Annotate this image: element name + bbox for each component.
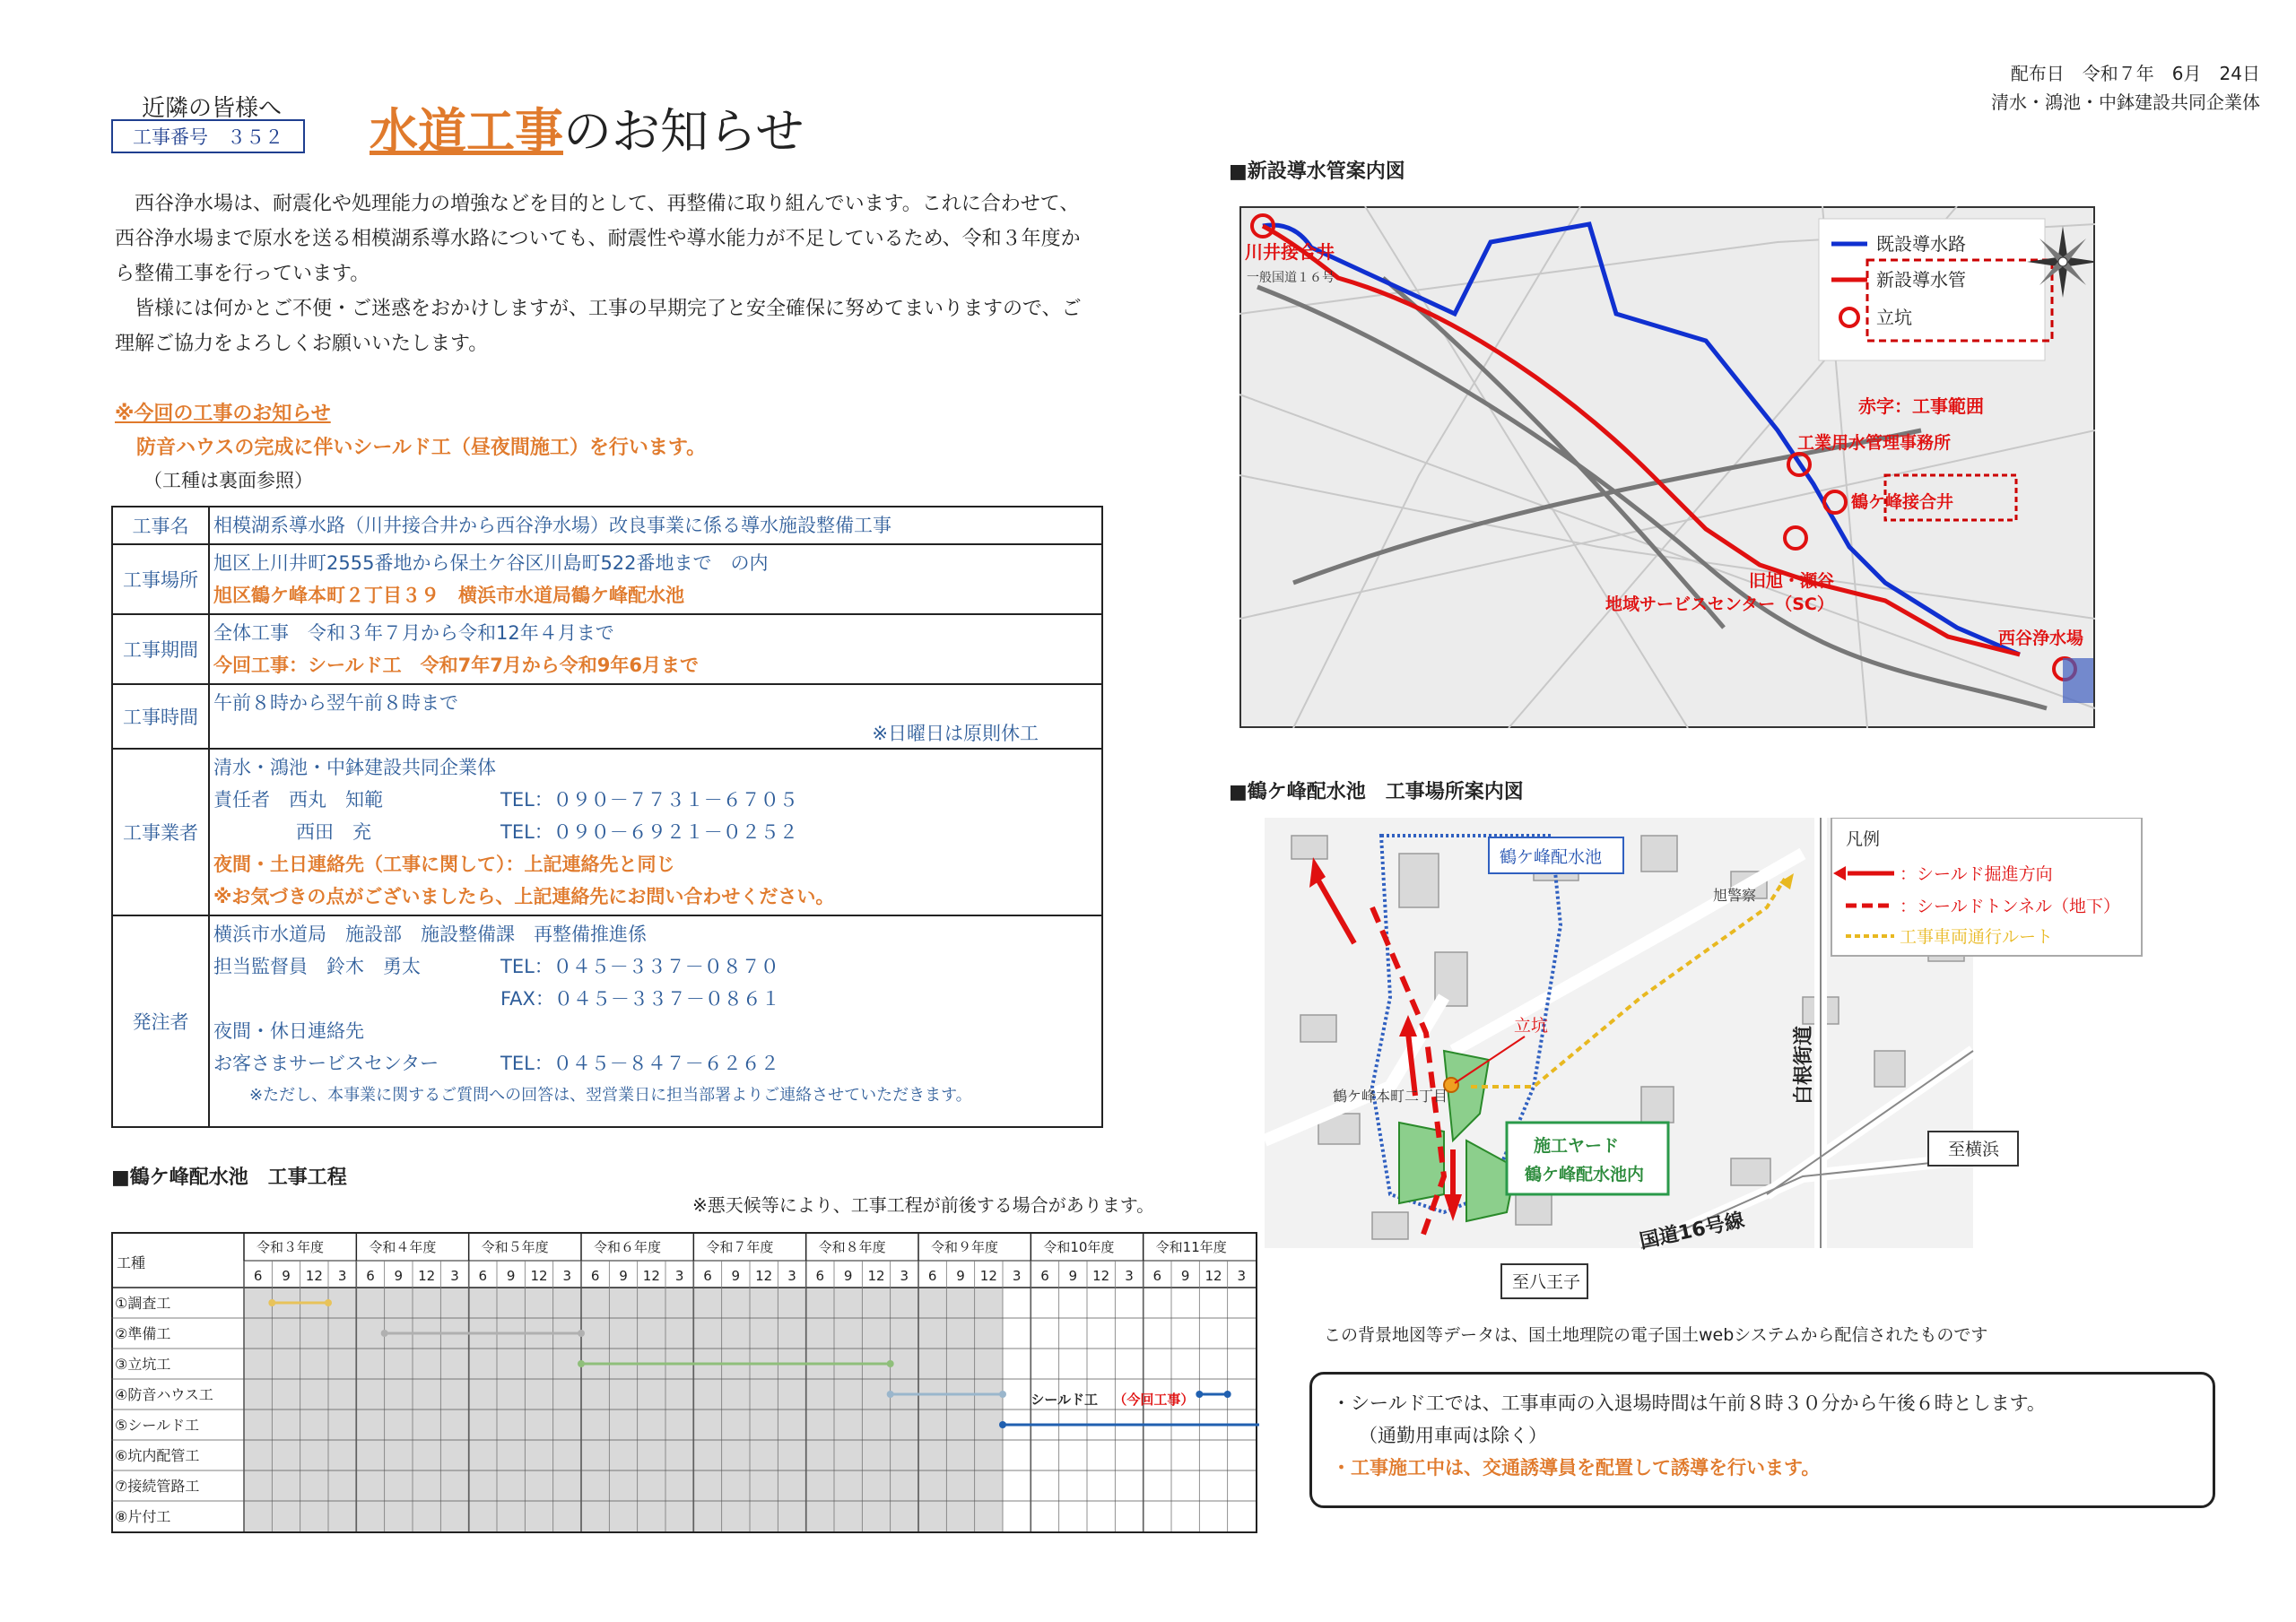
- legend-2: ：シールドトンネル（地下）: [1900, 897, 2121, 916]
- tel-4: TEL：０４５－８４７－６２６２: [500, 1053, 779, 1074]
- fax: FAX：０４５－３３７－０８６１: [500, 988, 780, 1010]
- row-label: ③立坑工: [115, 1356, 171, 1373]
- gantt-chart: [111, 1232, 1259, 1537]
- bar-end-point: [887, 1360, 894, 1367]
- notes-box: [1309, 1372, 2215, 1508]
- month-label: 9: [394, 1268, 404, 1284]
- night-contact: 夜間・土日連絡先（工事に関して）：上記連絡先と同じ: [213, 854, 675, 875]
- year-label: 令和９年度: [931, 1239, 999, 1255]
- supervisor: 担当監督員 鈴木 勇太: [213, 956, 421, 977]
- month-label: 6: [815, 1268, 825, 1284]
- label-kawai: 川井接合井: [1245, 241, 1335, 263]
- map-credit: この背景地図等データは、国土地理院の電子国土webシステムから配信されたものです: [1324, 1325, 1988, 1345]
- tel-1: TEL：０９０－７７３１－６７０５: [500, 789, 798, 811]
- label-shirane: 白根街道: [1793, 1025, 1815, 1105]
- intro-paragraph: 西谷浄水場は、耐震化や処理能力の増強などを目的として、再整備に取り組んでいます。これに合わせて、西谷浄水場まで原水を送る相模湖系導水路についても、耐震性や導水能力が不足しているため、令和３年度から整備工事を行っています。: [115, 193, 1081, 285]
- month-label: 9: [956, 1268, 965, 1284]
- month-label: 6: [590, 1268, 600, 1284]
- legend-title: 凡例: [1846, 829, 1881, 849]
- page-title: [370, 103, 804, 160]
- month-label: 9: [1068, 1268, 1078, 1284]
- label-period: 工事期間: [112, 614, 209, 684]
- legend-3: 工事車両通行ルート: [1900, 927, 2054, 947]
- bar-end-point: [325, 1299, 332, 1306]
- label-tsurugamine: 鶴ケ峰接合井: [1851, 492, 1954, 512]
- map1-heading: ■新設導水管案内図: [1229, 160, 1405, 183]
- year-label: 令和４年度: [369, 1239, 437, 1255]
- label-shaft: 立坑: [1514, 1016, 1549, 1036]
- bar-end-point: [578, 1330, 585, 1337]
- gantt-svg: [111, 1232, 1259, 1537]
- month-label: 9: [506, 1268, 516, 1284]
- label-office: 工業用水管理事務所: [1797, 433, 1952, 453]
- row-label: ⑧片付工: [115, 1508, 171, 1525]
- row-label: ⑤シールド工: [115, 1417, 200, 1434]
- notice-note: （工種は裏面参照）: [144, 470, 313, 491]
- row-label: ④防音ハウス工: [115, 1386, 213, 1403]
- intro-text: [115, 186, 1092, 361]
- work-number: 工事番号 ３５２: [111, 119, 305, 153]
- to-neighbors: 近隣の皆様へ: [142, 95, 283, 122]
- row-label: ①調査工: [115, 1295, 171, 1312]
- notice-body: 防音ハウスの完成に伴いシールド工（昼夜間施工）を行います。: [136, 437, 707, 459]
- orderer-dept: 横浜市水道局 施設部 施設整備課 再整備推進係: [213, 924, 647, 945]
- year-label: 令和５年度: [481, 1239, 549, 1255]
- month-label: 12: [867, 1268, 885, 1284]
- label-route16: 国道16号線: [1638, 1209, 1747, 1253]
- site-map: [1265, 818, 2144, 1302]
- night-holiday-contact: 夜間・休日連絡先: [213, 1020, 364, 1042]
- work-hours: 午前８時から翌午前８時まで: [213, 692, 458, 714]
- label-to-yokohama: 至横浜: [1948, 1140, 2000, 1159]
- month-label: 3: [562, 1268, 572, 1284]
- year-label: 令和８年度: [818, 1239, 886, 1255]
- shield-label: シールド工: [1031, 1392, 1099, 1408]
- service-center: お客さまサービスセンター: [213, 1053, 439, 1074]
- label-orderer: 発注者: [112, 915, 209, 1127]
- month-label: 3: [450, 1268, 459, 1284]
- period-line-1: 全体工事 令和３年７月から令和12年４月まで: [213, 622, 614, 644]
- bar-start-point: [381, 1330, 388, 1337]
- month-label: 12: [418, 1268, 436, 1284]
- month-label: 6: [253, 1268, 263, 1284]
- row-label: ⑥坑内配管工: [115, 1447, 200, 1464]
- hours-note: ※日曜日は原則休工: [872, 723, 1039, 744]
- month-label: 12: [1205, 1268, 1222, 1284]
- month-label: 12: [530, 1268, 548, 1284]
- publication-date: 配布日 令和７年 6月 24日: [2010, 63, 2260, 84]
- month-label: 3: [674, 1268, 684, 1284]
- company-name: 清水・鴻池・中鉢建設共同企業体: [213, 757, 496, 778]
- month-label: 9: [843, 1268, 853, 1284]
- note-2: （通勤用車両は除く）: [1359, 1425, 1547, 1446]
- period-line-2: 今回工事：シールド工 令和7年7月から令和9年6月まで: [213, 655, 700, 676]
- site-map-svg: [1265, 818, 2144, 1302]
- month-label: 6: [703, 1268, 712, 1284]
- year-label: 令和３年度: [257, 1239, 325, 1255]
- intro-paragraph: 皆様には何かとご不便・ご迷惑をおかけしますが、工事の早期完了と安全確保に努めてまいりますので、ご理解ご協力をよろしくお願いいたします。: [115, 298, 1082, 355]
- title-rest: のお知らせ: [563, 103, 804, 160]
- label-company: 工事業者: [112, 749, 209, 915]
- label-place: 工事場所: [112, 544, 209, 614]
- month-label: 3: [900, 1268, 909, 1284]
- month-label: 12: [755, 1268, 773, 1284]
- label-center-1: 旧旭・瀬谷: [1749, 571, 1835, 591]
- place-line-2: 旭区鶴ケ峰本町２丁目３９ 横浜市水道局鶴ケ峰配水池: [213, 585, 684, 606]
- gantt-col-label: 工種: [117, 1254, 146, 1271]
- year-label: 令和６年度: [594, 1239, 662, 1255]
- month-label: 9: [1180, 1268, 1190, 1284]
- year-label: 令和10年度: [1043, 1239, 1115, 1255]
- note-3: ・工事施工中は、交通誘導員を配置して誘導を行います。: [1332, 1457, 1821, 1479]
- responsible-1: 責任者 西丸 知範: [213, 789, 383, 811]
- month-label: 12: [642, 1268, 660, 1284]
- legend-new: 新設導水管: [1876, 269, 1966, 291]
- schedule-heading: ■鶴ケ峰配水池 工事工程: [111, 1167, 347, 1189]
- bar-start-point: [578, 1360, 585, 1367]
- label-town: 鶴ケ峰本町二丁目: [1333, 1088, 1448, 1105]
- notice-heading: ※今回の工事のお知らせ: [115, 403, 331, 425]
- month-label: 3: [1125, 1268, 1134, 1284]
- legend-shaft: 立坑: [1876, 307, 1912, 328]
- bar-start-point: [1196, 1391, 1203, 1398]
- label-hours: 工事時間: [112, 684, 209, 749]
- title-main: 水道工事: [370, 103, 563, 160]
- place-line-1: 旭区上川井町2555番地から保土ケ谷区川島町522番地まで の内: [213, 552, 769, 574]
- tel-3: TEL：０４５－３３７－０８７０: [500, 956, 779, 977]
- legend-existing: 既設導水路: [1876, 233, 1966, 255]
- year-label: 令和７年度: [706, 1239, 774, 1255]
- label-name: 工事名: [112, 507, 209, 544]
- month-label: 6: [1040, 1268, 1049, 1284]
- label-reservoir: 鶴ケ峰配水池: [1500, 847, 1603, 867]
- month-label: 3: [1237, 1268, 1247, 1284]
- month-label: 6: [478, 1268, 488, 1284]
- work-name: 相模湖系導水路（川井接合井から西谷浄水場）改良事業に係る導水施設整備工事: [213, 515, 891, 536]
- row-label: ⑦接続管路工: [115, 1478, 200, 1495]
- row-label: ②準備工: [115, 1325, 171, 1342]
- month-label: 6: [366, 1268, 375, 1284]
- month-label: 6: [1152, 1268, 1162, 1284]
- month-label: 6: [927, 1268, 937, 1284]
- label-route16: 一般国道１６号: [1247, 271, 1335, 285]
- water-main-map-svg: [1239, 206, 2095, 728]
- month-label: 9: [731, 1268, 741, 1284]
- label-yard-2: 鶴ケ峰配水池内: [1525, 1165, 1645, 1184]
- schedule-note: ※悪天候等により、工事工程が前後する場合があります。: [692, 1194, 1155, 1216]
- bar-start-point: [887, 1391, 894, 1398]
- month-label: 12: [979, 1268, 997, 1284]
- contractor-name: 清水・鴻池・中鉢建設共同企業体: [1991, 91, 2260, 113]
- label-center-2: 地域サービスセンター（SC）: [1605, 594, 1834, 614]
- month-label: 12: [1092, 1268, 1110, 1284]
- month-label: 3: [337, 1268, 347, 1284]
- current-work-label: （今回工事）: [1113, 1392, 1195, 1408]
- bar-start-point: [268, 1299, 275, 1306]
- map2-heading: ■鶴ケ峰配水池 工事場所案内図: [1229, 781, 1524, 803]
- info-table: [111, 506, 1103, 1128]
- note-1: ・シールド工では、工事車両の入退場時間は午前８時３０分から午後６時とします。: [1332, 1392, 2046, 1414]
- footnote: ※ただし、本事業に関するご質問への回答は、翌営業日に担当部署よりご連絡させていただきます。: [249, 1086, 972, 1105]
- nishiya-plant: [2063, 658, 2093, 703]
- water-main-map: [1239, 206, 2095, 728]
- responsible-2: 西田 充: [296, 821, 371, 843]
- contact-note: ※お気づきの点がございましたら、上記連絡先にお問い合わせください。: [213, 886, 835, 907]
- month-label: 9: [282, 1268, 291, 1284]
- label-yard-1: 施工ヤード: [1534, 1136, 1620, 1156]
- bar-start-point: [999, 1421, 1006, 1428]
- tel-2: TEL：０９０－６９２１－０２５２: [500, 821, 798, 843]
- month-label: 9: [619, 1268, 628, 1284]
- label-asahi: 旭警察: [1713, 887, 1757, 904]
- header-right: [1991, 59, 2260, 117]
- bar-end-point: [1224, 1391, 1231, 1398]
- label-red-range: 赤字：工事範囲: [1858, 395, 1984, 417]
- year-label: 令和11年度: [1155, 1239, 1227, 1255]
- legend-1: ：シールド掘進方向: [1900, 864, 2053, 884]
- label-to-hachioji: 至八王子: [1512, 1272, 1581, 1292]
- month-label: 12: [305, 1268, 323, 1284]
- month-label: 3: [1012, 1268, 1022, 1284]
- bar-end-point: [999, 1391, 1006, 1398]
- month-label: 3: [787, 1268, 796, 1284]
- label-nishiya: 西谷浄水場: [1998, 629, 2084, 648]
